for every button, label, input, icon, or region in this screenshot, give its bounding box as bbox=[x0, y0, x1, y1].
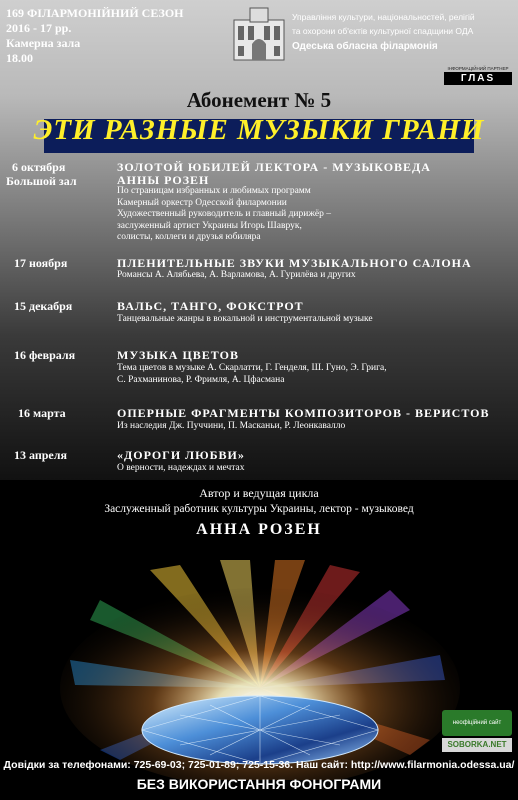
event-desc: Танцевальные жанры в вокальной и инструментальной музыке bbox=[117, 314, 373, 324]
time-label: 18.00 bbox=[6, 51, 33, 65]
event-venue: Большой зал bbox=[6, 174, 77, 188]
contacts-line: Довідки за телефонами: 725-69-03; 725-01-89; 725-15-36. Наш сайт: http://www.filarmonia.odessa.ua/ bbox=[3, 759, 515, 771]
author-title: Заслуженный работник культуры Украины, лектор - музыковед bbox=[104, 503, 414, 515]
author-intro: Автор и ведущая цикла bbox=[199, 486, 319, 500]
event-date: 6 октября bbox=[12, 160, 66, 174]
season-info bbox=[6, 6, 184, 66]
event-date: 17 ноября bbox=[14, 256, 68, 270]
author-name: АННА РОЗЕН bbox=[196, 521, 322, 538]
diamond-image bbox=[60, 560, 460, 780]
no-phonogram-notice: БЕЗ ВИКОРИСТАННЯ ФОНОГРАМИ bbox=[136, 776, 382, 792]
poster-title: ЭТИ РАЗНЫЕ МУЗЫКИ ГРАНИ bbox=[33, 114, 485, 146]
event-title: ОПЕРНЫЕ ФРАГМЕНТЫ КОМПОЗИТОРОВ - ВЕРИСТОВ bbox=[117, 406, 490, 420]
event-desc bbox=[117, 186, 331, 244]
event-title: ВАЛЬС, ТАНГО, ФОКСТРОТ bbox=[117, 299, 304, 313]
event-date: 16 марта bbox=[18, 406, 66, 420]
event-desc: Из наследия Дж. Пуччини, П. Масканьи, Р. Леонкавалло bbox=[117, 421, 346, 431]
event-date: 13 апреля bbox=[14, 448, 67, 462]
event-desc bbox=[117, 363, 387, 386]
org-name: Одеська обласна філармонія bbox=[292, 41, 438, 52]
event-title: «ДОРОГИ ЛЮБВИ» bbox=[117, 448, 245, 462]
soborka-logo: SOBORKA.NET bbox=[442, 738, 512, 752]
site-logo: неофіційний сайт bbox=[442, 710, 512, 736]
event-title: ЗОЛОТОЙ ЮБИЛЕЙ ЛЕКТОРА - МУЗЫКОВЕДА bbox=[117, 160, 431, 174]
partner-logo: ГЛАS bbox=[444, 72, 512, 85]
philharmonic-building-icon bbox=[232, 4, 286, 62]
dept-line-1: Управління культури, національностей, релігій bbox=[292, 12, 475, 22]
organization-info bbox=[292, 10, 514, 54]
event-date: 15 декабря bbox=[14, 299, 73, 313]
desc-line: Тема цветов в музыке А. Скарлатти, Г. Генделя, Ш. Гуно, Э. Грига, bbox=[117, 363, 387, 373]
event-title: МУЗЫКА ЦВЕТОВ bbox=[117, 348, 239, 362]
hall-label: Камерна зала bbox=[6, 36, 81, 50]
event-desc: Романсы А. Алябьева, А. Варламова, А. Гурилёва и других bbox=[117, 270, 356, 280]
desc-line: заслуженный артист Украины Игорь Шаврук, bbox=[117, 220, 302, 231]
partner-label: ІНФОРМАЦІЙНИЙ ПАРТНЕР bbox=[447, 66, 509, 71]
season-label: 169 ФІЛАРМОНІЙНИЙ СЕЗОН bbox=[6, 6, 184, 20]
desc-line: Камерный оркестр Одесской филармонии bbox=[117, 197, 287, 208]
season-years: 2016 - 17 рр. bbox=[6, 21, 72, 35]
event-title-line2: АННЫ РОЗЕН bbox=[117, 173, 210, 187]
event-desc: О верности, надеждах и мечтах bbox=[117, 463, 245, 473]
dept-line-2: та охорони об'єктів культурної спадщини ОДА bbox=[292, 26, 474, 36]
event-date: 16 февраля bbox=[14, 348, 76, 362]
info-partner bbox=[444, 66, 512, 85]
desc-line: По страницам избранных и любимых программ bbox=[117, 186, 311, 196]
desc-line: С. Рахманинова, Р. Фримля, А. Цфасмана bbox=[117, 374, 285, 385]
desc-line: солисты, коллеги и друзья юбиляра bbox=[117, 232, 261, 242]
abonement-label: Абонемент № 5 bbox=[186, 88, 332, 112]
desc-line: Художественный руководитель и главный дирижёр – bbox=[117, 209, 331, 219]
event-title: ПЛЕНИТЕЛЬНЫЕ ЗВУКИ МУЗЫКАЛЬНОГО САЛОНА bbox=[117, 256, 472, 270]
